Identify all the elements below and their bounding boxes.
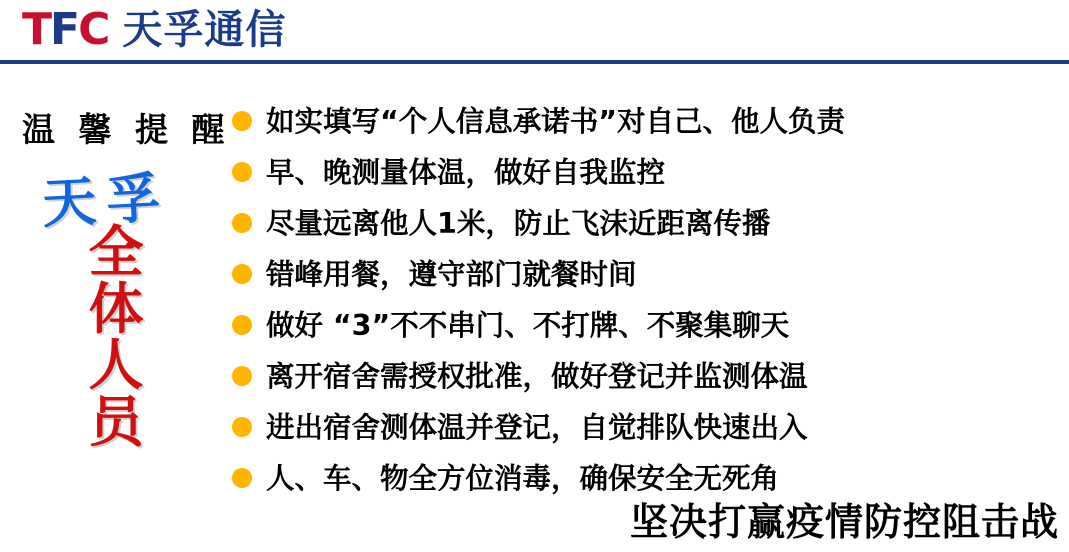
vertical-red-text — [76, 220, 156, 454]
list-item — [232, 202, 1062, 247]
footer-slogan: 坚决打赢疫情防控阻击战 — [629, 500, 1059, 544]
logo-chinese-name: 天孚通信 — [122, 7, 287, 53]
left-column — [0, 96, 236, 546]
vertical-char-2: 体 — [88, 276, 144, 341]
list-item-label: 错峰用餐，遵守部门就餐时间 — [266, 258, 637, 291]
bullet-dot-icon — [232, 111, 252, 131]
list-item-label: 早、晚测量体温，做好自我监控 — [266, 156, 666, 189]
bullet-dot-icon — [232, 264, 252, 284]
bullet-dot-icon — [232, 213, 252, 233]
list-item-label: 做好 “3”不不串门、不打牌、不聚集聊天 — [266, 309, 790, 342]
list-item — [232, 100, 1062, 145]
list-item — [232, 355, 1062, 400]
list-item-label: 进出宿舍测体温并登记，自觉排队快速出入 — [266, 411, 808, 444]
vertical-char-3: 人 — [88, 333, 144, 398]
vertical-char-1: 全 — [88, 220, 144, 284]
bullet-dot-icon — [232, 417, 252, 437]
company-logo — [22, 4, 287, 55]
bullet-dot-icon — [232, 315, 252, 335]
brand-blue-text: 天孚 — [40, 165, 172, 236]
header-divider — [0, 60, 1069, 64]
logo-latin-mark — [22, 4, 109, 55]
list-item — [232, 406, 1062, 451]
bullet-dot-icon — [232, 162, 252, 182]
vertical-char-4: 员 — [88, 389, 144, 454]
reminder-title: 温 馨 提 醒 — [22, 110, 231, 149]
list-item — [232, 304, 1062, 349]
list-item-label: 人、车、物全方位消毒，确保安全无死角 — [266, 462, 780, 495]
list-item-label: 如实填写“个人信息承诺书”对自己、他人负责 — [266, 105, 845, 138]
bullet-dot-icon — [232, 366, 252, 386]
logo-letter-t: T — [22, 4, 51, 55]
logo-letter-f: F — [50, 4, 79, 55]
bullet-dot-icon — [232, 468, 252, 488]
page-header — [0, 0, 1069, 63]
reminder-bullet-list — [232, 100, 1062, 508]
logo-letter-c: C — [78, 4, 109, 55]
list-item — [232, 151, 1062, 196]
list-item-label: 尽量远离他人1米，防止飞沫近距离传播 — [266, 207, 771, 240]
list-item — [232, 253, 1062, 298]
list-item-label: 离开宿舍需授权批准，做好登记并监测体温 — [266, 360, 808, 393]
